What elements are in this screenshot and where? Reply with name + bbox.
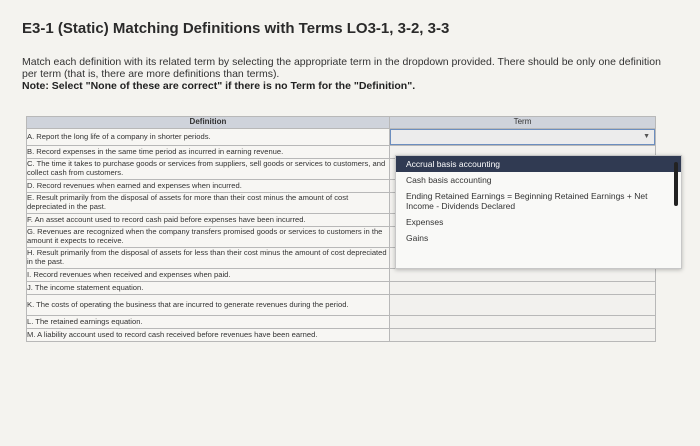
definition-i: I. Record revenues when received and expenses when paid. xyxy=(27,269,390,282)
dropdown-option-expenses[interactable]: Expenses xyxy=(406,217,444,227)
definition-c: C. The time it takes to purchase goods or services from suppliers, sell goods or services to customers, and collect cash from customers. xyxy=(27,159,390,180)
dropdown-option-gains[interactable]: Gains xyxy=(406,233,429,243)
table-header-row xyxy=(27,117,656,129)
definition-a: A. Report the long life of a company in shorter periods. xyxy=(27,129,390,146)
table-row xyxy=(27,269,656,282)
dropdown-option-retained-earnings-equation[interactable]: Ending Retained Earnings = Beginning Retained Earnings + Net Income - Dividends Declared xyxy=(406,191,648,211)
term-dropdown-open[interactable] xyxy=(390,129,655,145)
term-select-j[interactable] xyxy=(390,282,656,295)
definition-k: K. The costs of operating the business that are incurred to generate revenues during the period. xyxy=(27,295,390,316)
dropdown-option-accrual-basis[interactable]: Accrual basis accounting xyxy=(396,156,681,172)
instructions-note: Note: Select "None of these are correct" if there is no Term for the "Definition". xyxy=(22,80,416,92)
definition-h: H. Result primarily from the disposal of assets for less than their cost minus the amount of cost depreciated in the past. xyxy=(27,248,390,269)
page-title: E3-1 (Static) Matching Definitions with Terms LO3-1, 3-2, 3-3 xyxy=(22,20,450,37)
table-row xyxy=(27,316,656,329)
definition-d: D. Record revenues when earned and expenses when incurred. xyxy=(27,180,390,193)
definition-l: L. The retained earnings equation. xyxy=(27,316,390,329)
definition-e: E. Result primarily from the disposal of assets for more than their cost minus the amount of cost depreciated in the past. xyxy=(27,193,390,214)
instructions xyxy=(22,56,662,92)
term-header: Term xyxy=(390,117,656,129)
term-select-k[interactable] xyxy=(390,295,656,316)
definition-header: Definition xyxy=(27,117,390,129)
term-dropdown-menu xyxy=(395,155,682,269)
term-select-m[interactable] xyxy=(390,329,656,342)
dropdown-scrollbar[interactable] xyxy=(674,162,678,206)
instructions-text: Match each definition with its related term by selecting the appropriate term in the dropdown provided. There should be only one definition per term (that is, there are more definitions than terms). xyxy=(22,56,661,80)
chevron-down-icon[interactable]: ▼ xyxy=(643,133,650,140)
dropdown-option-cash-basis[interactable]: Cash basis accounting xyxy=(406,175,492,185)
definition-f: F. An asset account used to record cash paid before expenses have been incurred. xyxy=(27,214,390,227)
table-row xyxy=(27,129,656,146)
term-select-i[interactable] xyxy=(390,269,656,282)
table-row xyxy=(27,329,656,342)
table-row xyxy=(27,282,656,295)
term-select-a[interactable] xyxy=(390,129,656,146)
table-row xyxy=(27,295,656,316)
definition-b: B. Record expenses in the same time period as incurred in earning revenue. xyxy=(27,146,390,159)
definition-g: G. Revenues are recognized when the company transfers promised goods or services to customers in the amount it expects to receive. xyxy=(27,227,390,248)
definition-j: J. The income statement equation. xyxy=(27,282,390,295)
definition-m: M. A liability account used to record cash received before revenues have been earned. xyxy=(27,329,390,342)
term-select-l[interactable] xyxy=(390,316,656,329)
